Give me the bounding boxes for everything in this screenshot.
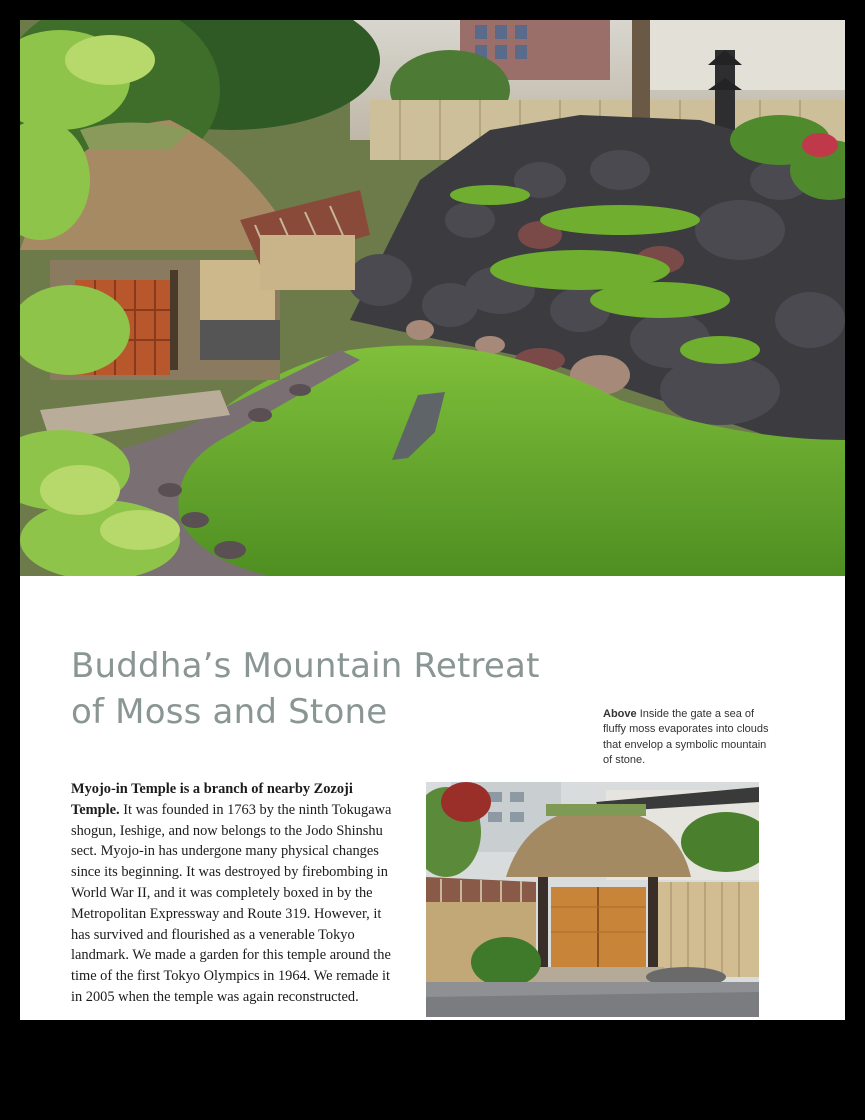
caption-text: Inside the gate a sea of fluffy moss evaporates into clouds that envelop a symbolic mountain of stone.: [603, 708, 769, 766]
body-paragraph: It was founded in 1763 by the ninth Tokugawa shogun, Ieshige, and now belongs to the Jodo Shinshu sect. Myojo-in has undergone many physical changes since its beginning. It was destroyed by firebombing in World War II, and it was completely boxed in by the Metropolitan Expressway and Route 319. However, it has survived and flourished as a venerable Tokyo landmark. We made a garden for this temple around the time of the first Tokyo Olympics in 1964. We remade it in 2005 when the temple was again reconstructed.: [71, 801, 392, 1005]
body-lead: Myojo-in Temple is a branch of nearby Zozoji Temple.: [71, 781, 353, 818]
title-line-1: Buddha’s Mountain Retreat: [71, 646, 540, 686]
article-title: [71, 643, 611, 735]
moss-garden-photo: [20, 20, 845, 576]
title-line-2: of Moss and Stone: [71, 692, 388, 732]
caption-label: Above: [603, 708, 637, 720]
magazine-page: [20, 20, 845, 1020]
photo-caption: [603, 707, 778, 768]
article-body: [71, 779, 396, 1008]
temple-gate-photo: [426, 782, 759, 1017]
